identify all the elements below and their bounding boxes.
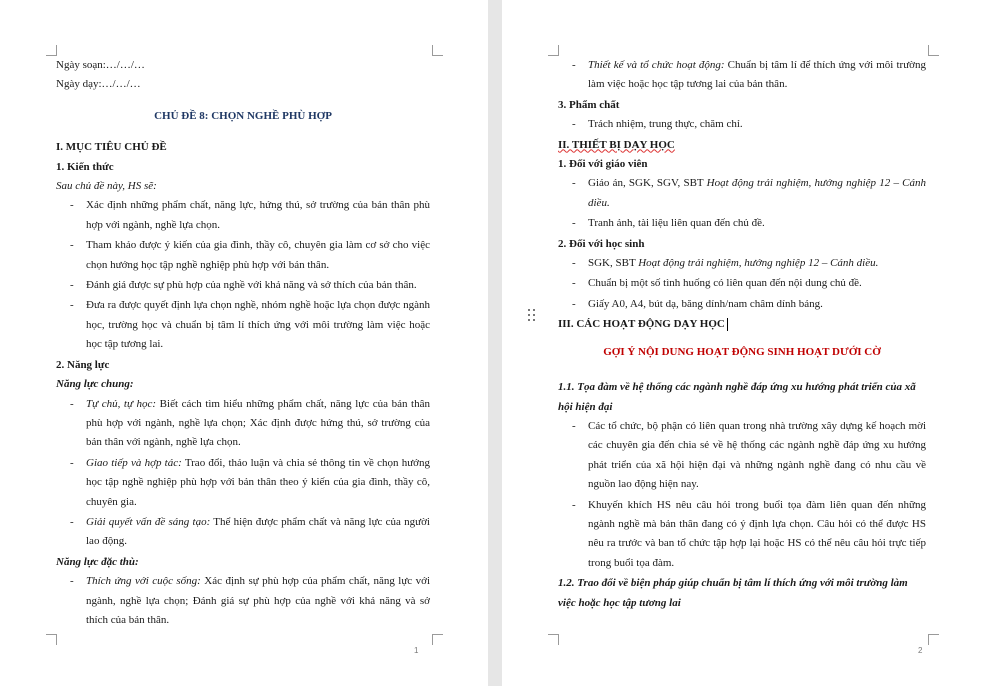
item-label: Thích ứng với cuộc sống: [86,575,201,588]
item-italic: Hoạt động trải nghiệm, hướng nghiệp 12 – Cánh diều. [638,257,879,270]
section2-heading-text: II. THIẾT BỊ DẠY HỌC [558,138,675,151]
document-page-2[interactable] [502,0,988,686]
margin-mark-bottom-left [548,634,559,645]
margin-mark-top-right [928,45,939,56]
margin-mark-bottom-right [432,634,443,645]
giao-vien-heading: 1. Đối với giáo viên [558,158,648,171]
item-label: Giải quyết vấn đề sáng tạo: [86,515,211,528]
kien-thuc-heading: 1. Kiến thức [56,160,114,173]
margin-mark-bottom-left [46,634,57,645]
list-item [558,274,926,293]
giao-vien-list [558,174,926,233]
ngay-soan: Ngày soạn:…/…/… [56,59,145,71]
item-text: Chuẩn bị một số tình huống có liên quan đến nội dung chủ đề. [588,277,862,290]
pham-chat-heading: 3. Phẩm chất [558,98,620,111]
item-text: Trao đổi, thảo luận và chia sẻ thông tin về chọn hướng học tập nghề nghiệp phù hợp với bản thân theo ý kiến của gia đình, thầy cô, chuyên gia. [86,456,430,508]
item-label: Tự chủ, tự học: [86,397,157,410]
nang-luc-chung-heading: Năng lực chung: [56,378,134,391]
page-number: 1 [414,646,419,655]
sub1-list [558,417,926,573]
list-item: - Khuyến khích HS nêu câu hỏi trong buổi tọa đàm liên quan đến những ngành nghề mà bản thân đang có ý định lựa chọn. Câu hỏi có thể được HS nêu ra trước và ban tổ chức tập hợp lại hoặc HS có thể nêu câu hỏi trực tiếp trong buổi tọa đàm. [558,496,926,574]
drag-handle-icon[interactable] [528,309,538,323]
nang-luc-heading: 2. Năng lực [56,358,110,371]
list-item: - Đánh giá được sự phù hợp của nghề với khả năng và sở thích của bản thân. [56,276,430,295]
item-label: Giao tiếp và hợp tác: [86,456,182,469]
hoc-sinh-heading: 2. Đối với học sinh [558,237,645,250]
list-item [558,56,926,95]
item-label: Thiết kế và tổ chức hoạt động: [588,59,725,71]
page-number: 2 [918,646,923,655]
document-page-1[interactable] [0,0,488,686]
list-item: - Trách nhiệm, trung thực, chăm chỉ. [558,115,926,134]
margin-mark-top-left [46,45,57,56]
section2-heading [558,136,926,155]
list-item [558,254,926,273]
list-item: - Tham khảo được ý kiến của gia đình, thầy cô, chuyên gia làm cơ sở cho việc chọn hướng học tập nghề nghiệp phù hợp với bản thân. [56,236,430,275]
item-text: Giấy A0, A4, bút dạ, băng dính/nam châm dính bảng. [588,297,823,310]
page-2-content[interactable] [558,56,926,613]
item-text: Xác định sự phù hợp của phẩm chất, năng lực với ngành, nghề lựa chọn; Đánh giá sự phù hợp của nghề với khả năng và sở thích của bản thân. [86,575,430,626]
list-item: - Đưa ra được quyết định lựa chọn nghề, nhóm nghề hoặc lựa chọn được ngành học, trường học và chuẩn bị tâm lí thích ứng với môi trường làm việc hoặc học tập tương lai. [56,296,430,354]
section3-heading [558,315,926,334]
margin-mark-top-right [432,45,443,56]
kien-thuc-list [56,196,430,354]
pham-chat-list [558,115,926,134]
list-item [56,454,430,512]
item-text: SGK, SBT [588,257,639,270]
item-text: Biết cách tìm hiểu những phẩm chất, năng lực của bản thân phù hợp với ngành, nghề lựa chọn; Xác định được hứng thú, sở trường của bản thân với ngành, nghề lựa chọn. [86,397,430,449]
sub1-heading: 1.1. Tọa đàm về hệ thống các ngành nghề đáp ứng xu hướng phát triển của xã hội hiện đại [558,381,916,413]
hoc-sinh-list [558,254,926,314]
list-item: - Xác định những phẩm chất, năng lực, hứng thú, sở trường của bản thân phù hợp với ngành, nghề lựa chọn. [56,196,430,235]
item-text: Tranh ảnh, tài liệu liên quan đến chủ đề. [588,217,765,230]
text-cursor [727,318,728,331]
margin-mark-bottom-right [928,634,939,645]
top-list [558,56,926,95]
goi-y-title: GỢI Ý NỘI DUNG HOẠT ĐỘNG SINH HOẠT DƯỚI CỜ [603,345,881,358]
nang-luc-dac-thu-heading: Năng lực đặc thù: [56,555,139,568]
item-text: Chuẩn bị tâm lí để thích ứng với môi trường làm việc hoặc học tập tương lai của bản thân. [588,59,926,91]
list-item [56,395,430,453]
list-item [558,295,926,314]
nang-luc-dac-thu-list [56,572,430,630]
margin-mark-top-left [548,45,559,56]
section1-heading: I. MỤC TIÊU CHỦ ĐỀ [56,141,167,154]
item-italic: Hoạt động trải nghiệm, hướng nghiệp 12 – Cánh diều. [588,177,926,209]
nang-luc-chung-list [56,395,430,552]
kien-thuc-intro: Sau chủ đề này, HS sẽ: [56,180,157,193]
sub2-heading: 1.2. Trao đổi về biện pháp giúp chuẩn bị tâm lí thích ứng với môi trường làm việc hoặc học tập tương lai [558,577,908,609]
item-text: Giáo án, SGK, SGV, SBT [588,177,707,190]
ngay-day: Ngày dạy:…/…/… [56,78,141,91]
list-item [558,174,926,213]
list-item [56,572,430,630]
item-text: Thể hiện được phẩm chất và năng lực của người lao động. [86,515,430,548]
topic-title: CHỦ ĐỀ 8: CHỌN NGHỀ PHÙ HỢP [154,109,332,122]
page-1-content[interactable] [56,56,430,631]
section3-heading-text: III. CÁC HOẠT ĐỘNG DẠY HỌC [558,318,725,331]
list-item [56,513,430,552]
list-item [558,214,926,233]
list-item: - Các tổ chức, bộ phận có liên quan trong nhà trường xây dựng kế hoạch mời các chuyên gia đến chia sẻ về hệ thống các ngành nghề đáp ứng xu hướng phát triển của xã hội hiện đại và những ngành nghề đang có nhu cầu về nguồn lao động hiện nay. [558,417,926,495]
